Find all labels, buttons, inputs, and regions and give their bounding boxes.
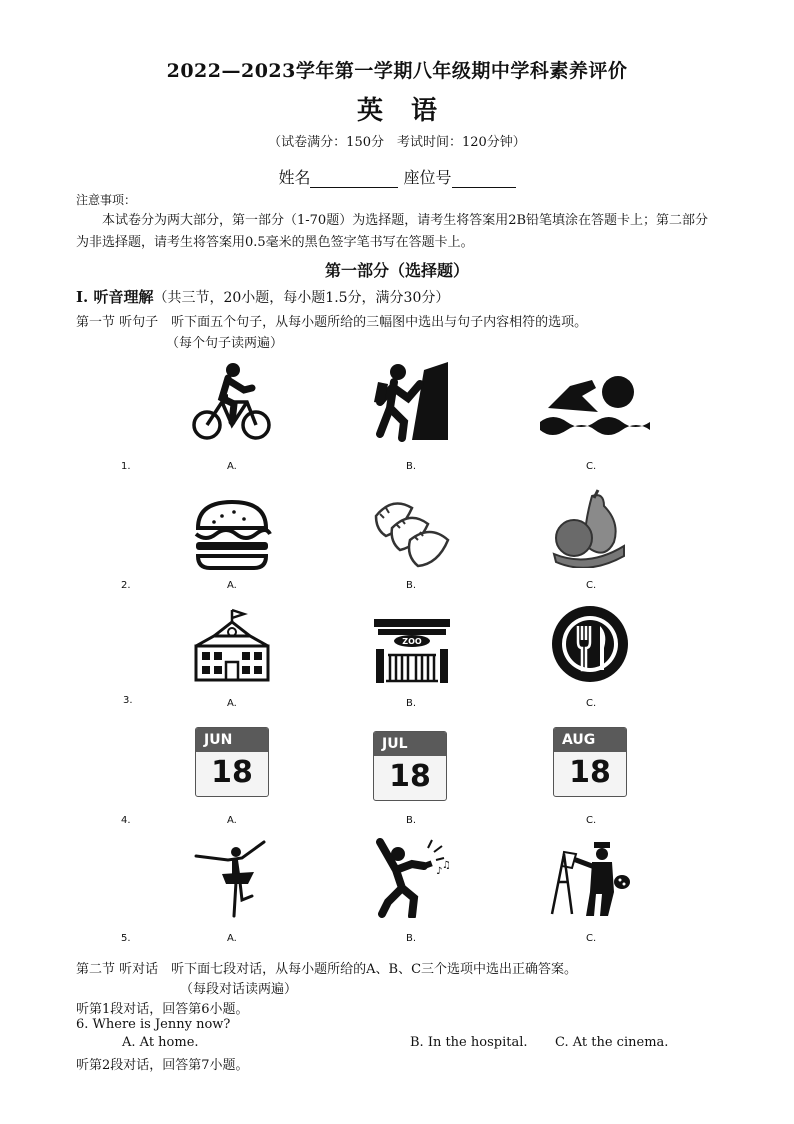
option-label: C. bbox=[586, 815, 597, 826]
notes-heading: 注意事项： bbox=[76, 193, 137, 207]
option-label: A. bbox=[227, 698, 237, 709]
option-label: A. bbox=[227, 815, 237, 826]
option-label: A. bbox=[227, 461, 237, 472]
calendar-month: JUN bbox=[196, 728, 268, 752]
dumplings-icon bbox=[372, 494, 452, 574]
section2-note: （每段对话读两遍） bbox=[180, 982, 298, 997]
seat-blank[interactable] bbox=[452, 171, 516, 188]
exam-title: 2022—2023学年第一学期八年级期中学科素养评价 bbox=[166, 60, 628, 82]
fruit-icon bbox=[548, 488, 628, 568]
option-label: B. bbox=[406, 698, 417, 709]
option-label: C. bbox=[586, 698, 597, 709]
swimming-icon bbox=[540, 362, 650, 442]
q6-option-b: B. In the hospital. bbox=[410, 1035, 528, 1050]
subject-title: 英语 bbox=[356, 96, 465, 126]
question-number: 5. bbox=[121, 933, 131, 944]
seat-label: 座位号 bbox=[403, 168, 452, 187]
name-row bbox=[0, 165, 794, 188]
question-number: 2. bbox=[121, 580, 131, 591]
section1-note: （每个句子读两遍） bbox=[166, 336, 284, 351]
option-label: B. bbox=[406, 461, 417, 472]
restaurant-icon bbox=[550, 604, 630, 684]
section2-title: 第二节 听对话 听下面七段对话，从每小题所给的A、B、C三个选项中选出正确答案。 bbox=[76, 962, 578, 977]
painting-icon bbox=[550, 838, 630, 918]
part1-title: 第一部分（选择题） bbox=[324, 261, 469, 280]
section-desc: （共三节，20小题，每小题1.5分，满分30分） bbox=[153, 290, 450, 306]
calendar-icon bbox=[553, 727, 627, 797]
question-number: 1. bbox=[121, 461, 131, 472]
calendar-icon bbox=[195, 727, 269, 797]
singing-icon bbox=[374, 838, 454, 918]
section-title bbox=[76, 286, 449, 307]
option-label: B. bbox=[406, 580, 417, 591]
calendar-month: AUG bbox=[554, 728, 626, 752]
hamburger-icon bbox=[192, 494, 272, 574]
notes-text: 本试卷分为两大部分，第一部分（1-70题）为选择题，请考生将答案用2B铅笔填涂在答题卡上；第二部分为非选择题，请考生将答案用0.5毫米的黑色签字笔书写在答题卡上。 bbox=[76, 213, 709, 250]
dialog2-intro: 听第2段对话，回答第7小题。 bbox=[76, 1058, 249, 1073]
option-label: C. bbox=[586, 580, 597, 591]
question-number: 4. bbox=[121, 815, 131, 826]
svg-text:♫: ♫ bbox=[442, 860, 451, 871]
option-label: C. bbox=[586, 933, 597, 944]
question-number: 3. bbox=[123, 695, 133, 706]
exam-info: （试卷满分：150分 考试时间：120分钟） bbox=[268, 135, 526, 150]
calendar-icon bbox=[373, 731, 447, 801]
calendar-day: 18 bbox=[569, 755, 611, 790]
calendar-day: 18 bbox=[389, 759, 431, 794]
name-label: 姓名 bbox=[278, 168, 311, 187]
option-label: A. bbox=[227, 580, 237, 591]
calendar-day: 18 bbox=[211, 755, 253, 790]
school-icon bbox=[192, 606, 272, 686]
option-label: A. bbox=[227, 933, 237, 944]
section1-title: 第一节 听句子 听下面五个句子，从每小题所给的三幅图中选出与句子内容相符的选项。 bbox=[76, 315, 588, 330]
q6-option-c: C. At the cinema. bbox=[555, 1035, 669, 1050]
option-label: B. bbox=[406, 933, 417, 944]
zoo-icon bbox=[372, 610, 452, 690]
svg-text:ZOO: ZOO bbox=[402, 637, 422, 646]
option-label: B. bbox=[406, 815, 417, 826]
ballet-icon bbox=[192, 838, 272, 918]
climbing-icon bbox=[372, 362, 452, 442]
q6-option-a: A. At home. bbox=[122, 1035, 199, 1050]
option-label: C. bbox=[586, 461, 597, 472]
svg-text:♪: ♪ bbox=[436, 866, 443, 877]
name-blank[interactable] bbox=[310, 171, 398, 188]
question-6: 6. Where is Jenny now? bbox=[76, 1017, 231, 1032]
section-name: I. 听音理解 bbox=[76, 288, 154, 306]
calendar-month: JUL bbox=[374, 732, 446, 756]
dialog1-intro: 听第1段对话，回答第6小题。 bbox=[76, 1002, 249, 1017]
cycling-icon bbox=[192, 362, 272, 442]
